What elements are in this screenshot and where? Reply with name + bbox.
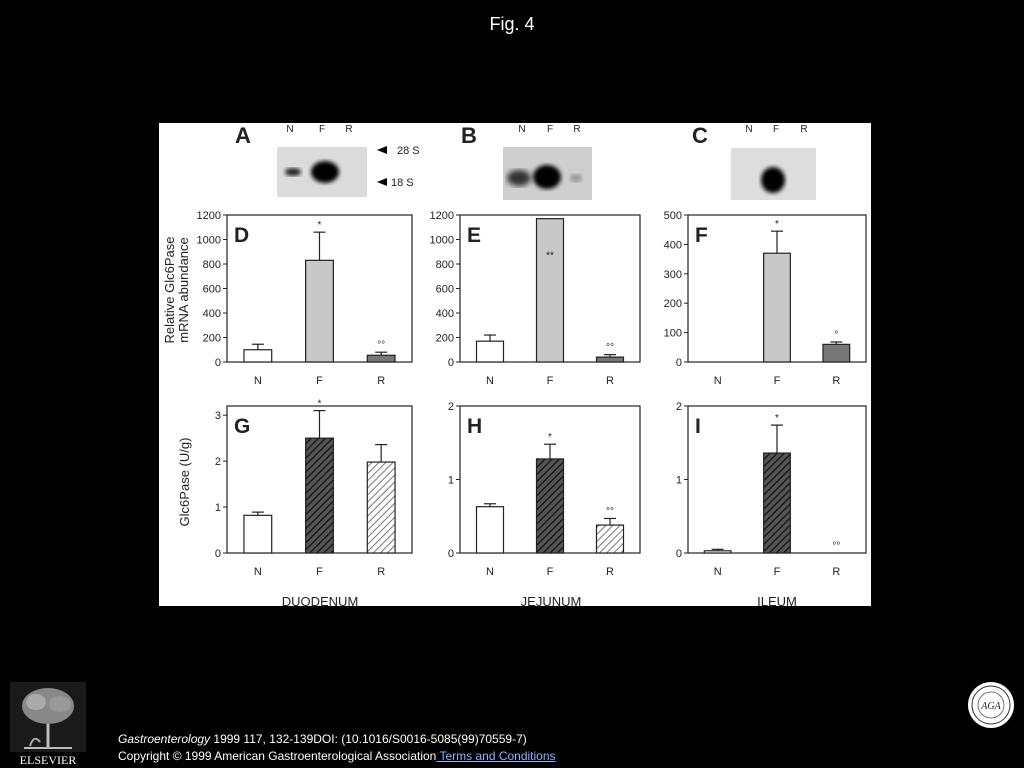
blot-a bbox=[235, 123, 420, 197]
blot-c-band-f bbox=[761, 167, 785, 193]
chart-i-letter: I bbox=[695, 415, 701, 438]
chart-g-ytick-label-3: 3 bbox=[214, 410, 221, 423]
chart-e-bar-f bbox=[537, 219, 564, 362]
chart-h-annotation-f: * bbox=[548, 432, 552, 444]
blot-b bbox=[461, 123, 592, 200]
chart-f-ytick-label-3: 300 bbox=[663, 268, 682, 281]
chart-h-xtick-label-r: R bbox=[606, 566, 614, 578]
chart-h bbox=[448, 401, 640, 578]
chart-h-letter: H bbox=[467, 415, 483, 438]
chart-i-xtick-label-f: F bbox=[773, 566, 781, 578]
chart-i-bar-n bbox=[704, 551, 731, 553]
chart-g-ytick-label-2: 2 bbox=[214, 456, 221, 469]
figure-panel bbox=[159, 123, 871, 606]
blot-b-letter: B bbox=[461, 123, 477, 148]
chart-g-ytick-label-1: 1 bbox=[214, 502, 221, 515]
chart-e-xtick-label-r: R bbox=[606, 375, 614, 387]
terms-link[interactable]: Terms and Conditions bbox=[436, 749, 556, 763]
chart-d-ytick-label-6: 1200 bbox=[196, 210, 221, 222]
blot-c-letter: C bbox=[692, 123, 708, 148]
chart-d-xtick-label-n: N bbox=[253, 375, 262, 387]
section-label-ileum: ILEUM bbox=[757, 594, 797, 606]
chart-f-xtick-label-r: R bbox=[832, 375, 841, 387]
chart-e bbox=[430, 210, 640, 387]
chart-g-xtick-label-f: F bbox=[316, 566, 323, 578]
chart-f-ytick-label-1: 100 bbox=[663, 327, 682, 340]
blot-b-band-n bbox=[507, 170, 531, 186]
marker-18s-arrow bbox=[377, 178, 387, 186]
chart-d-xtick-label-f: F bbox=[316, 375, 323, 387]
chart-f-letter: F bbox=[695, 224, 708, 247]
chart-i bbox=[676, 401, 866, 578]
chart-g-letter: G bbox=[234, 415, 251, 438]
chart-f-annotation-f: * bbox=[775, 219, 779, 231]
chart-e-letter: E bbox=[467, 224, 482, 247]
chart-e-ytick-label-0: 0 bbox=[447, 357, 454, 369]
svg-text:AGA: AGA bbox=[981, 701, 1001, 712]
chart-f-ytick-label-4: 400 bbox=[663, 239, 682, 252]
marker-18s-label: 18 S bbox=[391, 177, 414, 189]
chart-d-annotation-r: °° bbox=[377, 340, 386, 352]
chart-i-ytick-label-2: 2 bbox=[675, 401, 682, 413]
blot-b-band-f bbox=[533, 165, 561, 189]
chart-i-bar-f bbox=[764, 453, 791, 553]
chart-h-annotation-r: °° bbox=[606, 506, 614, 518]
chart-i-xtick-label-r: R bbox=[832, 566, 841, 578]
blot-a-lane-n: N bbox=[286, 124, 294, 135]
figure-svg bbox=[159, 123, 871, 606]
chart-f-bar-f bbox=[764, 253, 791, 362]
elsevier-logo bbox=[10, 682, 86, 766]
chart-d-bar-f bbox=[306, 260, 334, 362]
chart-f-xtick-label-n: N bbox=[713, 375, 722, 387]
aga-seal-logo bbox=[966, 680, 1016, 730]
blot-c-lane-r: R bbox=[800, 124, 808, 135]
mrna-ylabel-line1: Relative Glc6Pase bbox=[162, 236, 177, 344]
chart-f-ytick-label-5: 500 bbox=[663, 210, 682, 222]
chart-g-ytick-label-0: 0 bbox=[214, 548, 221, 560]
blot-b-band-r bbox=[570, 174, 582, 182]
chart-d-bar-r bbox=[367, 355, 395, 362]
activity-ylabel: Glc6Pase (U/g) bbox=[177, 437, 192, 527]
chart-e-ytick-label-6: 1200 bbox=[429, 210, 454, 222]
chart-e-bar-n bbox=[477, 341, 504, 362]
blot-a-band-n bbox=[285, 168, 301, 176]
chart-e-xtick-label-f: F bbox=[546, 375, 554, 387]
copyright-line bbox=[118, 748, 556, 765]
chart-f-ytick-label-0: 0 bbox=[675, 357, 682, 369]
blot-a-lane-r: R bbox=[345, 124, 353, 135]
blot-b-lane-f: F bbox=[546, 124, 554, 135]
citation-block bbox=[118, 731, 556, 765]
chart-f-annotation-r: ° bbox=[834, 330, 839, 342]
chart-e-ytick-label-2: 400 bbox=[435, 308, 454, 320]
chart-d-xtick-label-r: R bbox=[377, 375, 386, 387]
chart-g-bar-r bbox=[367, 462, 395, 553]
blot-b-lane-n: N bbox=[518, 124, 526, 135]
chart-i-ytick-label-0: 0 bbox=[675, 548, 682, 560]
blot-a-letter: A bbox=[235, 123, 251, 148]
chart-h-ytick-label-1: 1 bbox=[447, 474, 454, 487]
chart-f-ytick-label-2: 200 bbox=[663, 298, 682, 311]
chart-d-ytick-label-3: 600 bbox=[202, 283, 221, 296]
chart-d-annotation-f: * bbox=[317, 220, 322, 232]
chart-g bbox=[215, 399, 412, 578]
chart-g-annotation-f: * bbox=[317, 398, 322, 410]
blot-a-lane-f: F bbox=[318, 124, 326, 135]
citation-line bbox=[118, 731, 556, 748]
chart-d-ytick-label-2: 400 bbox=[202, 308, 221, 320]
chart-e-ytick-label-5: 1000 bbox=[429, 234, 454, 247]
blot-a-band-f bbox=[311, 161, 339, 183]
mrna-ylabel-line2: mRNA abundance bbox=[176, 237, 191, 343]
chart-e-ytick-label-4: 800 bbox=[435, 259, 454, 271]
chart-i-annotation-r: °° bbox=[832, 541, 841, 552]
section-label-duodenum: DUODENUM bbox=[281, 594, 359, 606]
chart-h-xtick-label-f: F bbox=[546, 566, 554, 578]
copyright-text: Copyright © 1999 American Gastroenterological Association bbox=[118, 749, 437, 763]
blot-b-lane-r: R bbox=[573, 124, 581, 135]
chart-e-annotation-r: °° bbox=[606, 342, 614, 354]
chart-d-ytick-label-4: 800 bbox=[202, 259, 221, 271]
chart-h-bar-f bbox=[537, 459, 564, 553]
chart-e-xtick-label-n: N bbox=[486, 375, 494, 387]
chart-h-ytick-label-0: 0 bbox=[447, 548, 454, 560]
chart-e-ytick-label-3: 600 bbox=[435, 283, 454, 296]
marker-28s-arrow bbox=[377, 146, 387, 154]
marker-28s-label: 28 S bbox=[397, 145, 420, 157]
journal-name: Gastroenterology bbox=[118, 732, 211, 746]
chart-h-ytick-label-2: 2 bbox=[447, 401, 454, 413]
chart-h-bar-r bbox=[597, 525, 624, 553]
citation-details: 1999 117, 132-139DOI: (10.1016/S0016-5085(99)70559-7) bbox=[210, 732, 527, 746]
section-label-jejunum: JEJUNUM bbox=[520, 594, 582, 606]
chart-h-bar-n bbox=[477, 507, 504, 553]
chart-e-annotation-f: ** bbox=[546, 250, 554, 262]
chart-d-ytick-label-5: 1000 bbox=[196, 234, 221, 247]
chart-f-xtick-label-f: F bbox=[773, 375, 781, 387]
chart-e-ytick-label-1: 200 bbox=[435, 332, 454, 345]
blot-c-lane-f: F bbox=[772, 124, 780, 135]
chart-f-bar-r bbox=[823, 344, 850, 362]
blot-c-lane-n: N bbox=[745, 124, 753, 135]
chart-g-xtick-label-r: R bbox=[377, 566, 386, 578]
chart-g-bar-n bbox=[244, 515, 272, 553]
chart-h-xtick-label-n: N bbox=[486, 566, 494, 578]
chart-d-bar-n bbox=[244, 350, 272, 362]
chart-d bbox=[197, 210, 412, 387]
chart-f bbox=[664, 210, 866, 387]
chart-i-xtick-label-n: N bbox=[713, 566, 722, 578]
blot-c bbox=[692, 123, 816, 200]
chart-d-letter: D bbox=[234, 224, 250, 247]
chart-g-bar-f bbox=[306, 438, 334, 553]
bar-charts bbox=[197, 210, 866, 578]
chart-i-ytick-label-1: 1 bbox=[675, 474, 682, 487]
chart-e-bar-r bbox=[597, 357, 624, 362]
chart-d-ytick-label-1: 200 bbox=[202, 332, 221, 345]
chart-d-ytick-label-0: 0 bbox=[214, 357, 221, 369]
svg-text:ELSEVIER: ELSEVIER bbox=[19, 753, 77, 766]
chart-g-xtick-label-n: N bbox=[253, 566, 262, 578]
slide-title: Fig. 4 bbox=[489, 14, 535, 34]
chart-i-annotation-f: * bbox=[775, 413, 779, 425]
